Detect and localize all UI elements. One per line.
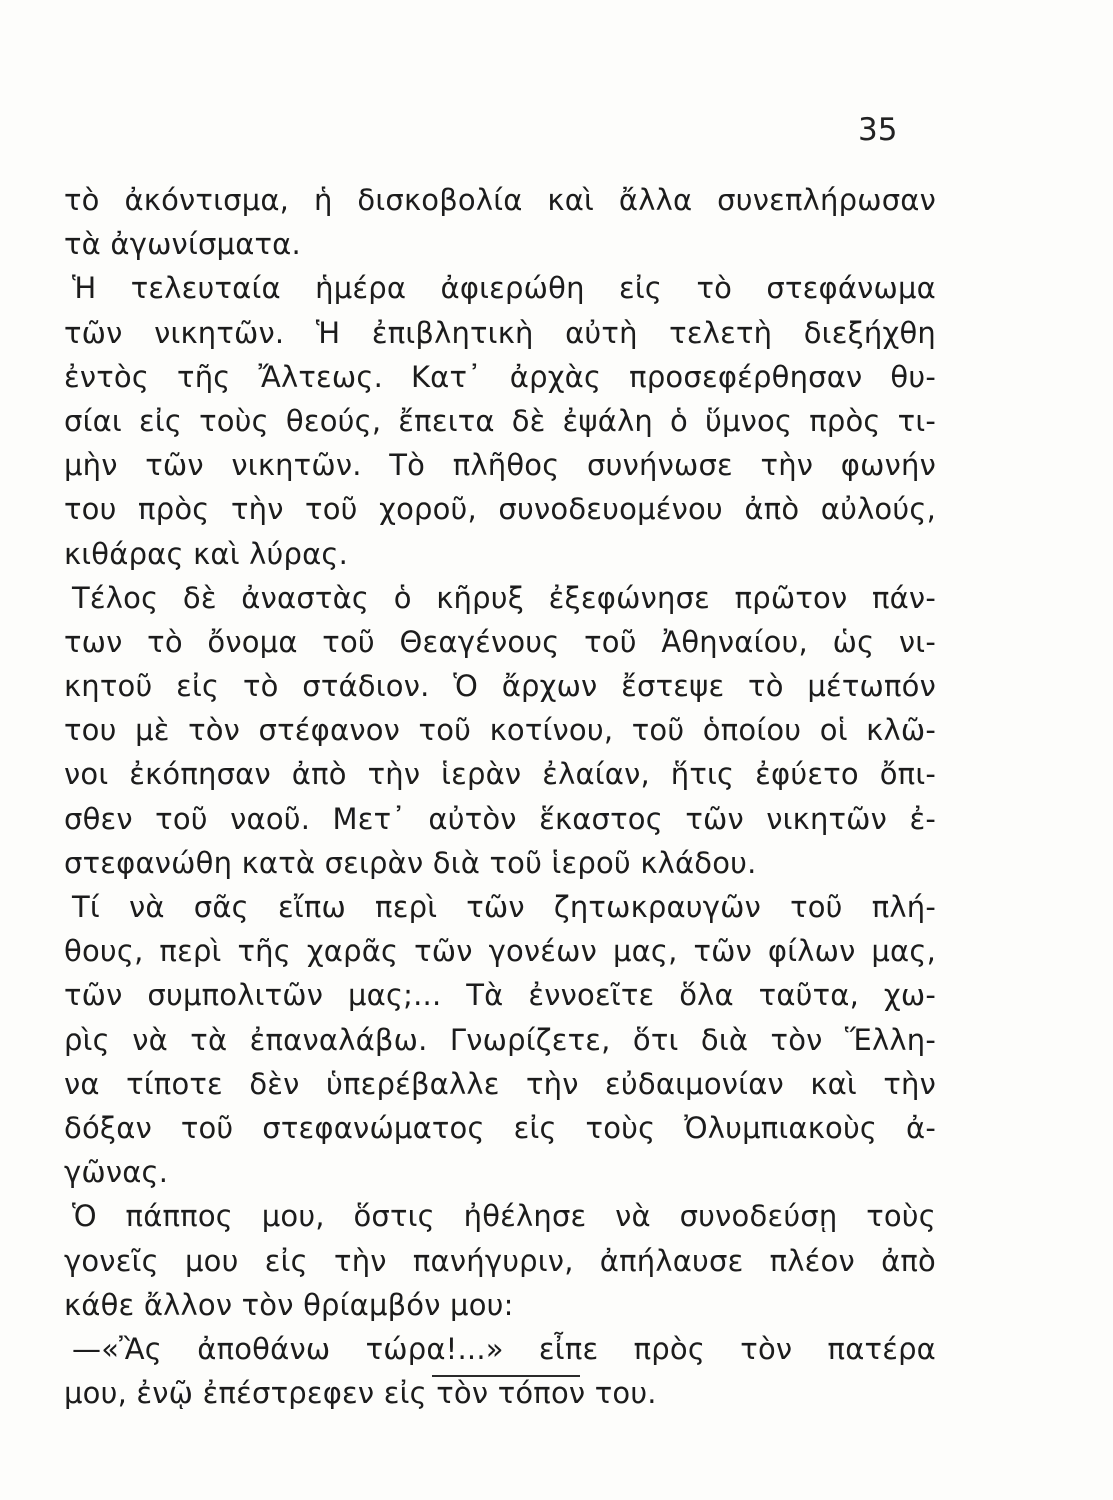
text-line: Ὁ πάππος μου, ὅστις ἠθέλησε νὰ συνοδεύσῃ τοὺς xyxy=(72,1199,936,1234)
text-line: μου, ἐνῷ ἐπέστρεφεν εἰς τὸν τόπον του. xyxy=(64,1376,657,1411)
text-line: Ἡ τελευταία ἡμέρα ἀφιερώθη εἰς τὸ στεφάνωμα xyxy=(72,271,936,306)
body-text xyxy=(64,178,936,1415)
text-line: Τέλος δὲ ἀναστὰς ὁ κῆρυξ ἐξεφώνησε πρῶτον πάν- xyxy=(72,580,936,615)
text-line: τῶν νικητῶν. Ἡ ἐπιβλητικὴ αὐτὴ τελετὴ διεξήχθη xyxy=(64,315,936,350)
text-line: γονεῖς μου εἰς τὴν πανήγυριν, ἀπήλαυσε πλέον ἀπὸ xyxy=(64,1243,936,1278)
text-line: των τὸ ὄνομα τοῦ Θεαγένους τοῦ Ἀθηναίου, ὡς νι- xyxy=(64,624,936,659)
text-line: του μὲ τὸν στέφανον τοῦ κοτίνου, τοῦ ὁποίου οἱ κλῶ- xyxy=(64,713,936,748)
text-line: κητοῦ εἰς τὸ στάδιον. Ὁ ἄρχων ἔστεψε τὸ μέτωπόν xyxy=(64,669,936,704)
text-line: ἐντὸς τῆς Ἄλτεως. Κατ᾽ ἀρχὰς προσεφέρθησαν θυ- xyxy=(64,359,936,394)
page-number: 35 xyxy=(858,112,898,148)
text-line: να τίποτε δὲν ὑπερέβαλλε τὴν εὐδαιμονίαν καὶ τὴν xyxy=(64,1066,936,1101)
text-line: ρὶς νὰ τὰ ἐπαναλάβω. Γνωρίζετε, ὅτι διὰ τὸν Ἕλλη- xyxy=(64,1022,936,1057)
text-line: τὸ ἀκόντισμα, ἡ δισκοβολία καὶ ἄλλα συνεπλήρωσαν xyxy=(64,183,936,217)
text-line: σίαι εἰς τοὺς θεούς, ἔπειτα δὲ ἐψάλη ὁ ὕμνος πρὸς τι- xyxy=(64,403,936,438)
text-line: σθεν τοῦ ναοῦ. Μετ᾽ αὐτὸν ἕκαστος τῶν νικητῶν ἐ- xyxy=(64,801,936,836)
text-line: δόξαν τοῦ στεφανώματος εἰς τοὺς Ὀλυμπιακοὺς ἀ- xyxy=(64,1110,936,1145)
text-line: τὰ ἀγωνίσματα. xyxy=(64,227,301,262)
text-line: Τί νὰ σᾶς εἴπω περὶ τῶν ζητωκραυγῶν τοῦ πλή- xyxy=(72,890,936,924)
text-line: στεφανώθη κατὰ σειρὰν διὰ τοῦ ἱεροῦ κλάδου. xyxy=(64,845,757,880)
closing-rule xyxy=(432,1375,580,1377)
text-line: —«Ἂς ἀποθάνω τώρα!...» εἶπε πρὸς τὸν πατέρα xyxy=(72,1331,936,1366)
text-line: κιθάρας καὶ λύρας. xyxy=(64,536,349,571)
text-line: γῶνας. xyxy=(64,1155,169,1190)
text-line: τῶν συμπολιτῶν μας;... Τὰ ἐννοεῖτε ὅλα ταῦτα, χω- xyxy=(64,978,936,1013)
text-line: του πρὸς τὴν τοῦ χοροῦ, συνοδευομένου ἀπὸ αὐλούς, xyxy=(64,492,936,527)
text-line: νοι ἐκόπησαν ἀπὸ τὴν ἱερὰν ἐλαίαν, ἥτις ἐφύετο ὄπι- xyxy=(64,757,936,792)
text-line: κάθε ἄλλον τὸν θρίαμβόν μου: xyxy=(64,1287,514,1322)
text-line: μὴν τῶν νικητῶν. Τὸ πλῆθος συνήνωσε τὴν φωνήν xyxy=(64,448,936,483)
text-line: θους, περὶ τῆς χαρᾶς τῶν γονέων μας, τῶν φίλων μας, xyxy=(64,934,936,969)
